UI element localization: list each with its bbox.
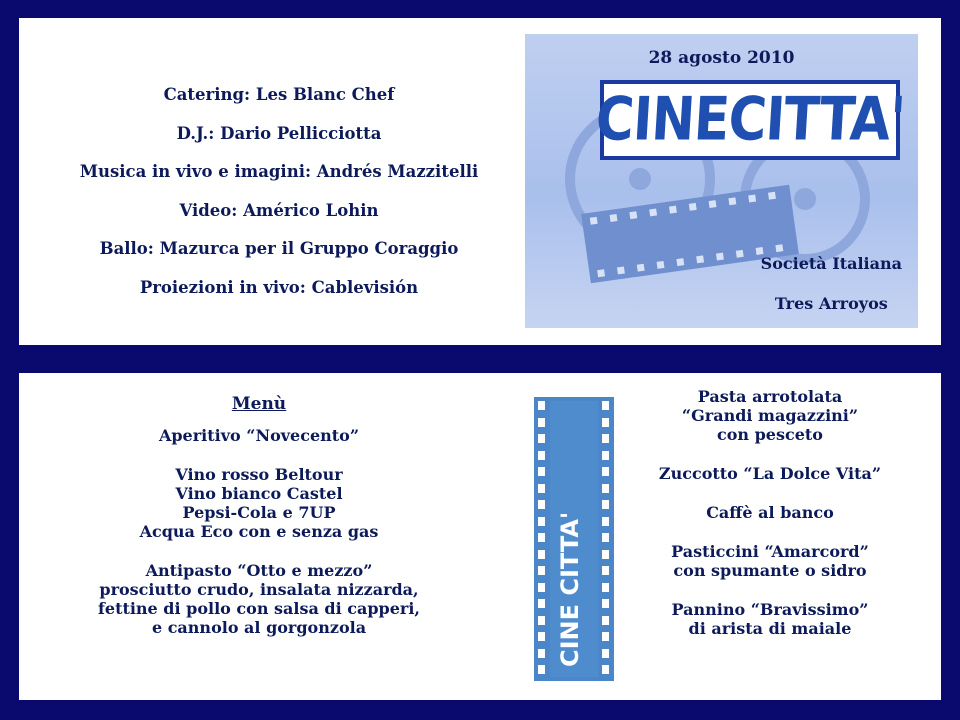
film-strip-logo (534, 397, 614, 681)
society-line-2: Tres Arroyos (774, 294, 888, 313)
drink-item: Acqua Eco con e senza gas (139, 522, 379, 541)
cinecitta-banner (525, 34, 918, 328)
pannino-title: Pannino “Bravissimo” (671, 600, 869, 619)
menu-right-column (629, 387, 911, 638)
menu-card (19, 373, 941, 700)
menu-left-column (19, 395, 499, 637)
drink-item: Pepsi-Cola e 7UP (182, 503, 336, 522)
drink-item: Vino rosso Beltour (175, 465, 343, 484)
pasta-line: “Grandi magazzini” (681, 406, 859, 425)
credit-dance: Ballo: Mazurca per il Gruppo Coraggio (99, 239, 459, 259)
credit-dj: D.J.: Dario Pellicciotta (176, 123, 382, 143)
credits-list (19, 76, 539, 308)
society-line-1: Società Italiana (760, 254, 902, 273)
credit-catering: Catering: Les Blanc Chef (163, 85, 395, 104)
credit-projections: Proiezioni in vivo: Cablevisión (139, 277, 419, 297)
antipasto-line: e cannolo al gorgonzola (151, 618, 367, 637)
cinecitta-logo (593, 80, 907, 160)
society-name (761, 244, 902, 324)
credit-video: Video: Américo Lohin (179, 200, 379, 220)
logo-text: CINECITTA' (593, 85, 907, 155)
pasticcini-title: Pasticcini “Amarcord” (671, 542, 869, 561)
antipasto-title: Antipasto “Otto e mezzo” (145, 561, 373, 580)
credits-card (19, 18, 941, 345)
pasta-title: Pasta arrotolata (697, 387, 843, 406)
pasticcini-line: con spumante o sidro (673, 561, 867, 580)
menu-title: Menù (231, 394, 287, 414)
event-date: 28 agosto 2010 (648, 48, 795, 68)
antipasto-line: fettine di pollo con salsa di capperi, (98, 599, 420, 618)
aperitivo: Aperitivo “Novecento” (158, 426, 360, 445)
drink-item: Vino bianco Castel (175, 484, 343, 503)
credit-music: Musica in vivo e imagini: Andrés Mazzitelli (79, 162, 479, 182)
filmstrip-logo-text (556, 615, 584, 667)
pasta-line: con pesceto (717, 425, 823, 444)
pannino-line: di arista di maiale (688, 619, 852, 638)
caffe: Caffè al banco (706, 503, 834, 522)
antipasto-line: prosciutto crudo, insalata nizzarda, (99, 580, 419, 599)
zuccotto: Zuccotto “La Dolce Vita” (658, 464, 882, 483)
